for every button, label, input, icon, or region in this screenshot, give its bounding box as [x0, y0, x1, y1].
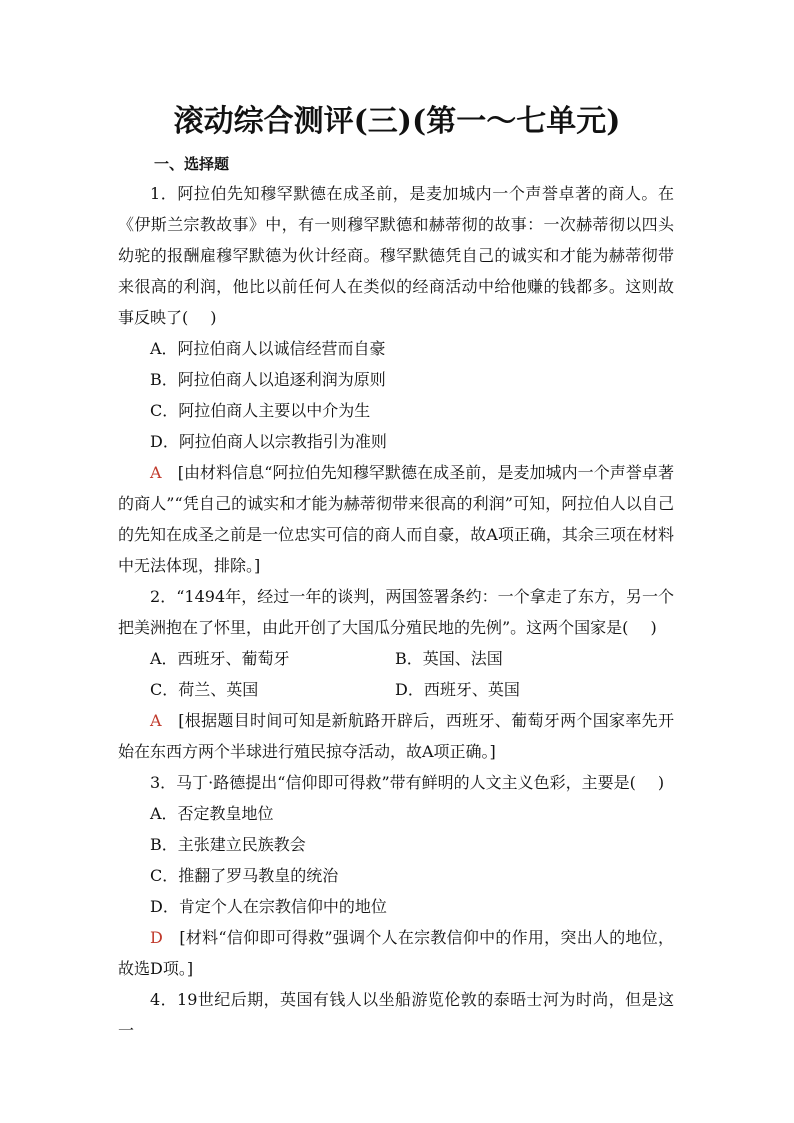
question-3-stem: [118, 767, 674, 798]
question-stem-text: 2．“1494年，经过一年的谈判，两国签署条约：一个拿走了东方，另一个把美洲抱在了怀里，由此开创了大国瓜分殖民地的先例”。这两个国家是(: [118, 587, 674, 637]
explanation-text: [由材料信息“阿拉伯先知穆罕默德在成圣前，是麦加城内一个声誉卓著的商人”“凭自己的诚实和才能为赫蒂彻带来很高的利润”可知，阿拉伯人以自己的先知在成圣之前是一位忠实可信的商人而自豪，故A项正确，其余三项在材料中无法体现，排除。]: [118, 463, 674, 575]
question-2-explanation: [118, 705, 674, 767]
question-2-option-b: B．英国、法国: [395, 649, 503, 668]
question-1-option-a: A．阿拉伯商人以诚信经营而自豪: [150, 339, 386, 358]
question-1-option-c: C．阿拉伯商人主要以中介为生: [150, 401, 371, 420]
question-2-options-row-2: [150, 674, 674, 705]
question-stem-end: ): [210, 308, 217, 327]
page-title: 滚动综合测评(三)(第一～七单元): [173, 104, 621, 139]
question-2-options-row-1: [150, 643, 674, 674]
question-1-explanation: [118, 457, 674, 581]
question-3-option-d: D．肯定个人在宗教信仰中的地位: [150, 897, 387, 916]
question-1-option-b: B．阿拉伯商人以追逐利润为原则: [150, 370, 386, 389]
explanation-text: [材料“信仰即可得救”强调个人在宗教信仰中的作用，突出人的地位，故选D项。]: [118, 928, 674, 978]
question-2-stem: [118, 581, 674, 643]
question-4-stem: 4．19世纪后期，英国有钱人以坐船游览伦敦的泰晤士河为时尚，但是这一: [118, 990, 674, 1040]
question-2-option-a: A．西班牙、葡萄牙: [150, 649, 290, 668]
question-stem-end: ): [650, 618, 657, 637]
question-stem-text: 3．马丁·路德提出“信仰即可得救”带有鲜明的人文主义色彩，主要是(: [150, 773, 636, 792]
question-3-option-a: A．否定教皇地位: [150, 804, 274, 823]
question-2-option-c: C．荷兰、英国: [150, 680, 259, 699]
question-3-explanation: [118, 922, 674, 984]
question-3-option-c: C．推翻了罗马教皇的统治: [150, 866, 339, 885]
question-3-option-b: B．主张建立民族教会: [150, 835, 306, 854]
question-1-stem: [118, 178, 674, 333]
question-2-option-d: D．西班牙、英国: [395, 680, 520, 699]
answer-letter: A: [150, 711, 162, 730]
explanation-text: [根据题目时间可知是新航路开辟后，西班牙、葡萄牙两个国家率先开始在东西方两个半球进行殖民掠夺活动，故A项正确。]: [118, 711, 674, 761]
question-stem-text: 1．阿拉伯先知穆罕默德在成圣前，是麦加城内一个声誉卓著的商人。在《伊斯兰宗教故事》中，有一则穆罕默德和赫蒂彻的故事：一次赫蒂彻以四头幼驼的报酬雇穆罕默德为伙计经商。穆罕默德凭自己的诚实和才能为赫蒂彻带来很高的利润，他比以前任何人在类似的经商活动中给他赚的钱都多。这则故事反映了(: [118, 184, 674, 327]
content-body: [118, 150, 674, 1046]
question-1-option-d: D．阿拉伯商人以宗教指引为准则: [150, 432, 387, 451]
answer-letter: A: [150, 463, 162, 482]
question-stem-end: ): [657, 773, 665, 792]
section-heading: 一、选择题: [154, 155, 230, 173]
answer-letter: D: [150, 928, 163, 947]
